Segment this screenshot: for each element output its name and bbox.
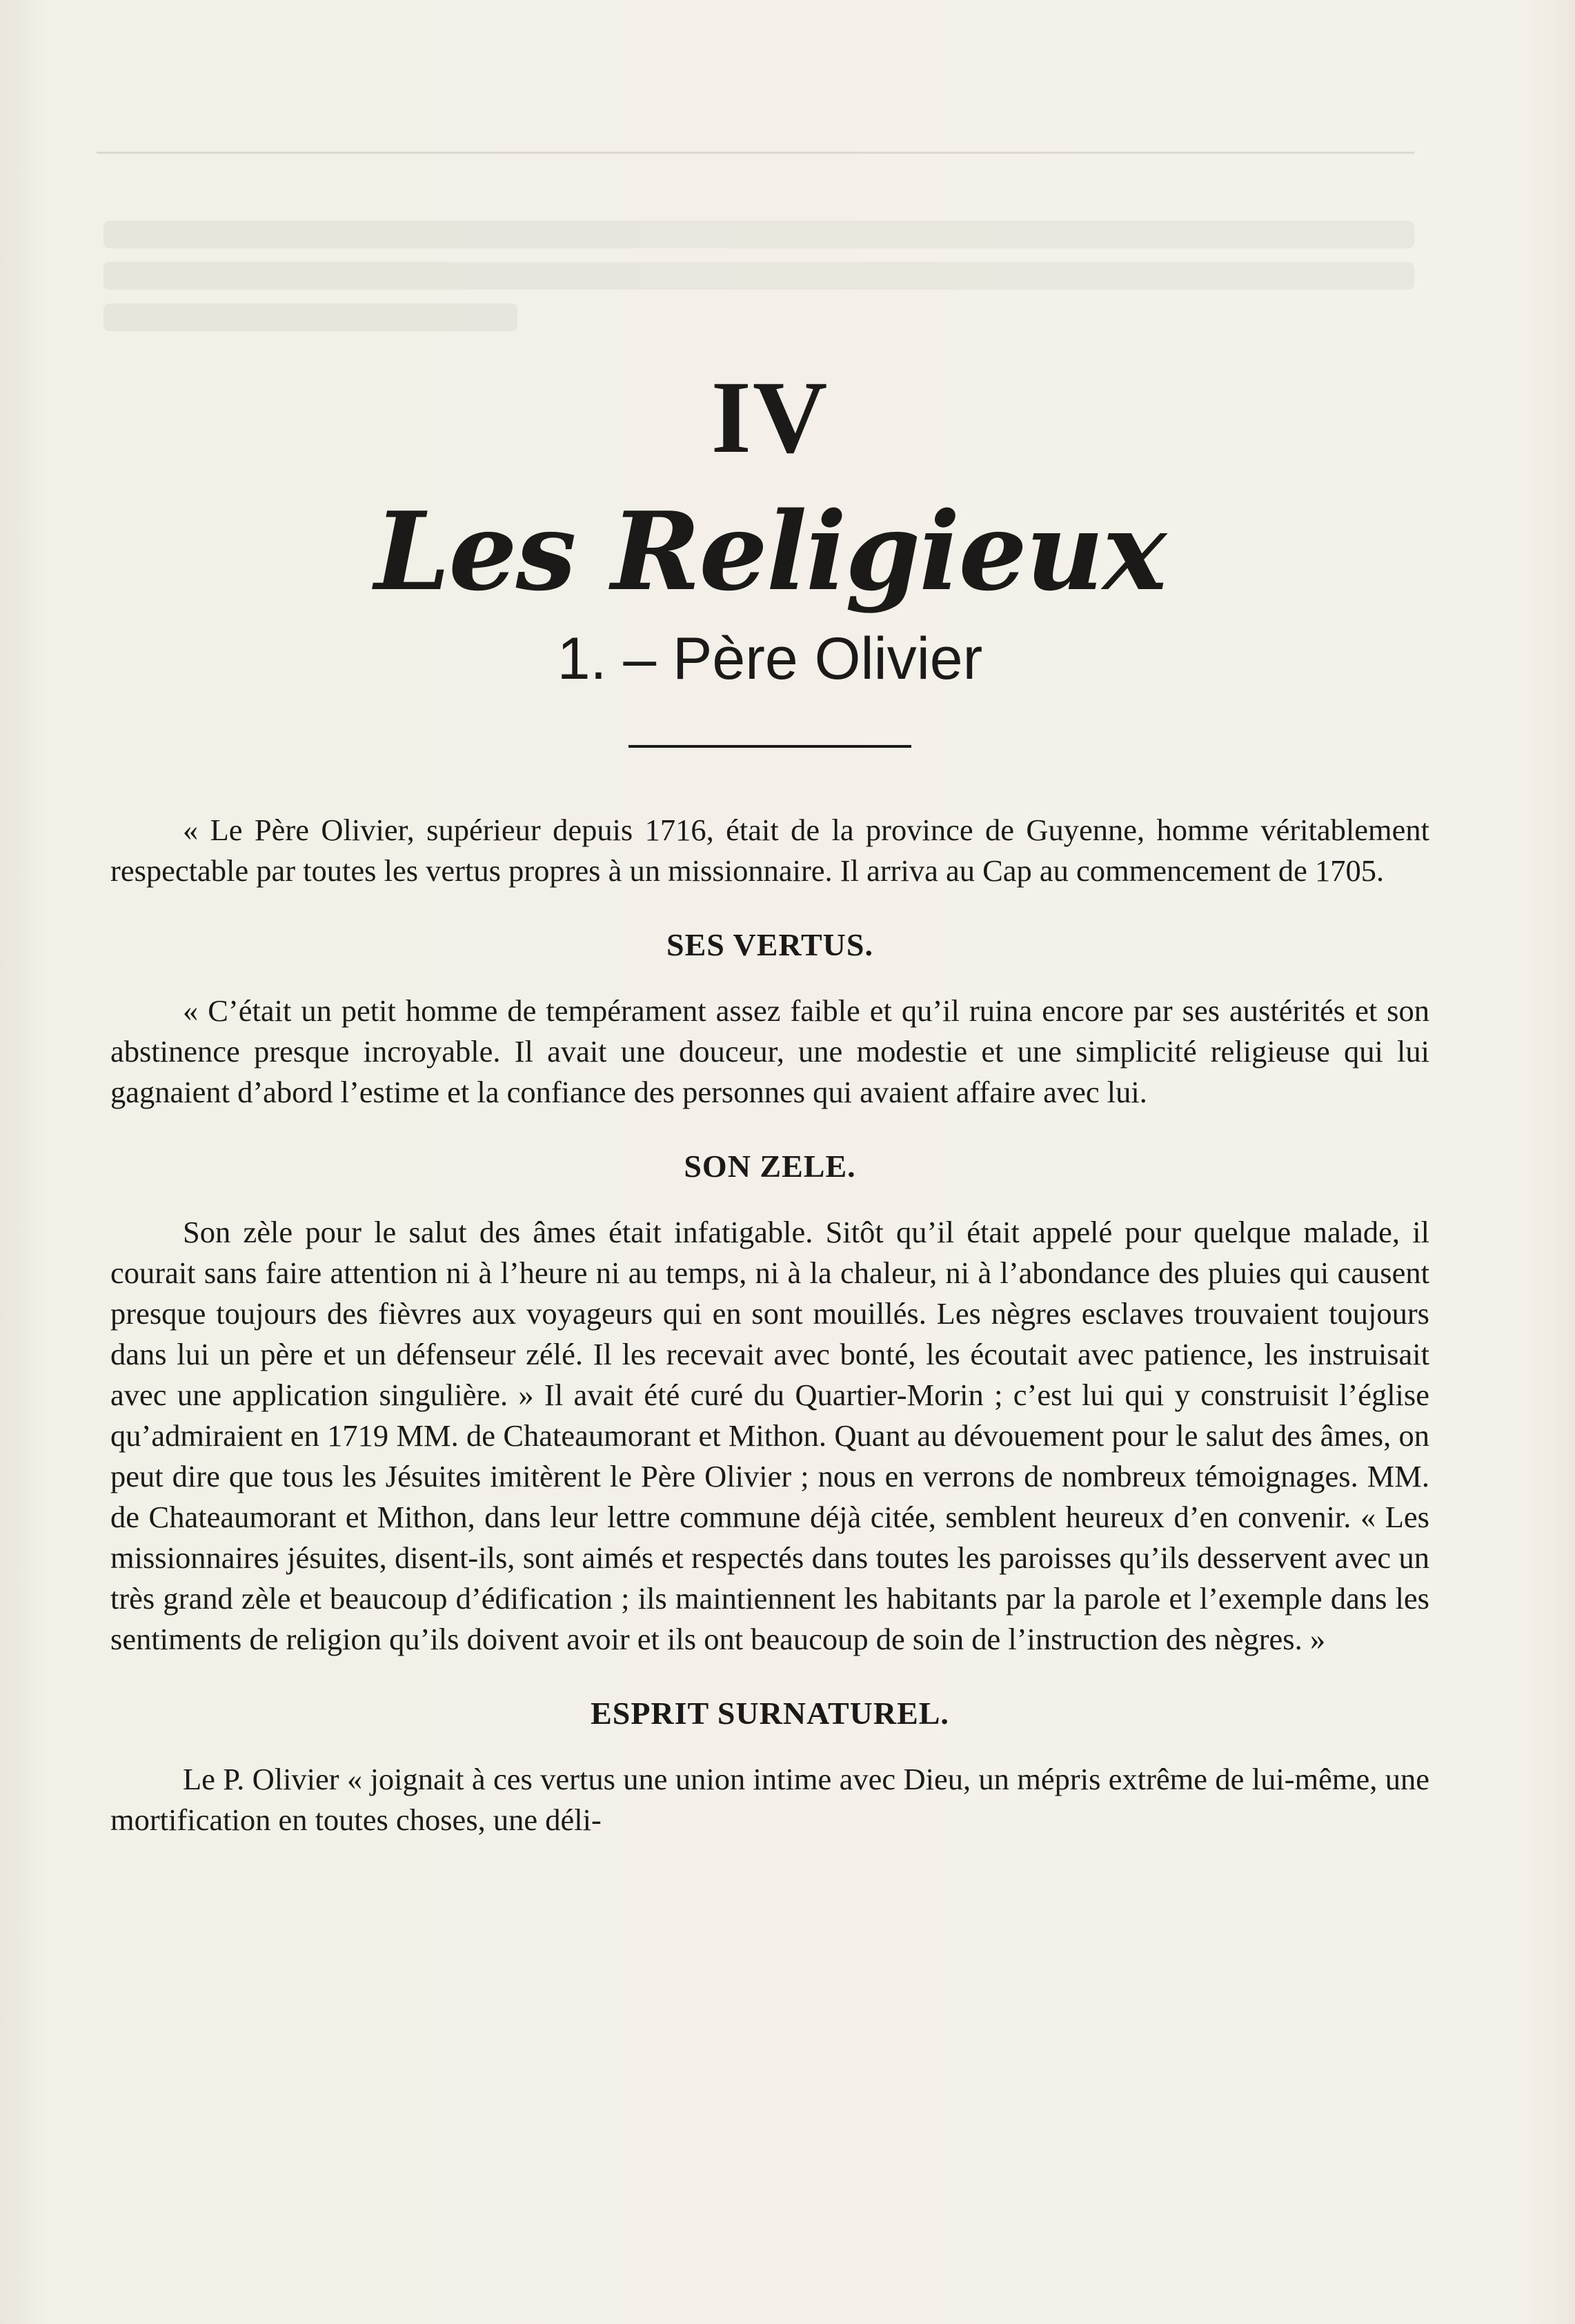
section-heading-esprit: ESPRIT SURNATUREL. [591, 1696, 949, 1731]
paragraph-zele: Son zèle pour le salut des âmes était infatigable. Sitôt qu’il était appelé pour quelque malade, il courait sans faire attention ni à l’heure ni au temps, ni à la chaleur, ni à l’abondance des pluies qui causent presque toujours des fièvres aux voyageurs qui en sont mouillés. Les nègres esclaves trouvaient toujours dans lui un père et un défenseur zélé. Il les recevait avec bonté, les écoutait avec patience, les instruisait avec une application singulière. » Il avait été curé du Quartier-Morin ; c’est lui qui y construisit l’église qu’admiraient en 1719 MM. de Chateaumorant et Mithon. Quant au dévouement pour le salut des âmes, on peut dire que tous les Jésuites imitèrent le Père Olivier ; nous en verrons de nombreux témoignages. MM. de Chateaumorant et Mithon, dans leur lettre commune déjà citée, semblent heureux d’en convenir. « Les missionnaires jésuites, disent-ils, sont aimés et respectés dans toutes les paroisses qu’ils desservent avec un très grand zèle et beaucoup d’édification ; ils maintiennent les habitants par la parole et l’exemple dans les sentiments de religion qu’ils doivent avoir et ils ont beaucoup de soin de l’instruction des nègres. » [110, 1215, 1429, 1656]
bleed-through-line [103, 262, 1414, 290]
title-divider [628, 745, 911, 748]
paragraph-vertus: « C’était un petit homme de tempérament assez faible et qu’il ruina encore par ses austérités et son abstinence presque incroyable. Il avait une douceur, une modestie et une simplicité religieuse qui lui gagnaient d’abord l’estime et la confiance des personnes qui avaient affaire avec lui. [110, 993, 1429, 1109]
page-content [110, 359, 1429, 1840]
chapter-subtitle: 1. – Père Olivier [557, 626, 983, 692]
bleed-through-line [103, 304, 517, 331]
bleed-through-line [103, 221, 1414, 248]
chapter-number: IV [711, 360, 829, 475]
bleed-through-header [97, 103, 1414, 154]
section-heading-zele: SON ZELE. [684, 1149, 856, 1184]
paragraph-esprit: Le P. Olivier « joignait à ces vertus une union intime avec Dieu, un mépris extrême de lui-même, une mortification en toutes choses, une déli- [110, 1762, 1429, 1837]
section-heading-vertus: SES VERTUS. [666, 927, 873, 962]
paragraph-intro: « Le Père Olivier, supérieur depuis 1716, était de la province de Guyenne, homme véritablement respectable par toutes les vertus propres à un missionnaire. Il arriva au Cap au commencement de 1705. [110, 813, 1429, 888]
chapter-title: Les Religieux [374, 488, 1166, 615]
